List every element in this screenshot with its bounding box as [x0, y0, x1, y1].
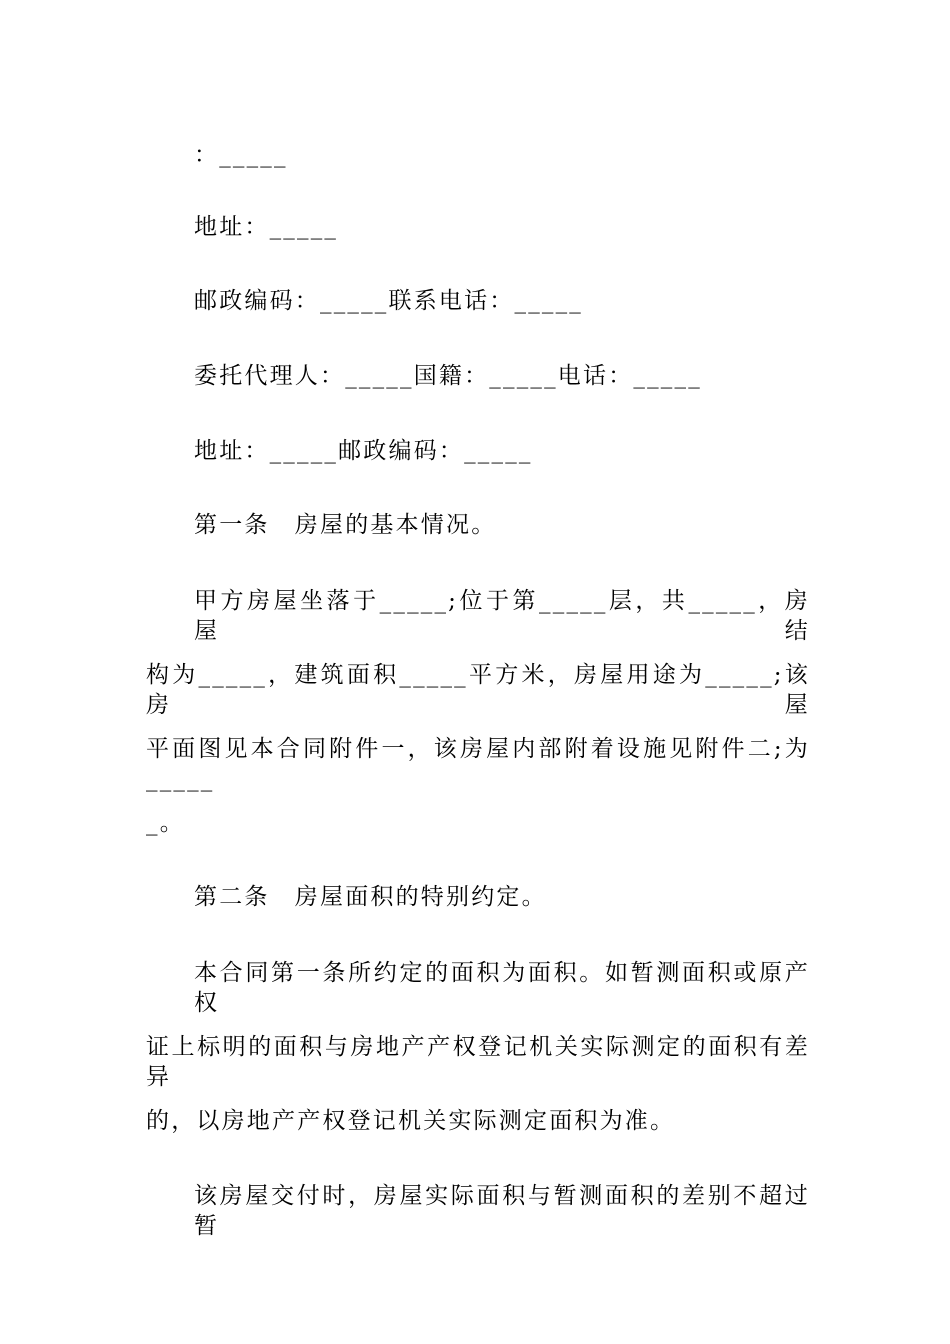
- article-two-paragraph-line-1: 本合同第一条所约定的面积为面积。如暂测面积或原产权: [194, 960, 810, 1016]
- party-name-line: ：_____: [194, 142, 288, 168]
- article-one-paragraph-line-4: _。: [146, 810, 185, 836]
- article-one-paragraph-line-1: 甲方房屋坐落于_____;位于第_____层，共_____，房屋结: [194, 588, 810, 644]
- delivery-paragraph-line-1: 该房屋交付时，房屋实际面积与暂测面积的差别不超过暂: [194, 1183, 810, 1239]
- article-one-paragraph-line-3: 平面图见本合同附件一，该房屋内部附着设施见附件二;为_____: [146, 736, 810, 792]
- article-one-heading: 第一条 房屋的基本情况。: [194, 512, 497, 538]
- article-two-heading: 第二条 房屋面积的特别约定。: [194, 884, 547, 910]
- article-two-paragraph-line-3: 的，以房地产产权登记机关实际测定面积为准。: [146, 1108, 676, 1134]
- article-one-paragraph-line-2: 构为_____，建筑面积_____平方米，房屋用途为_____;该房屋: [146, 662, 810, 718]
- article-two-paragraph-line-2: 证上标明的面积与房地产产权登记机关实际测定的面积有差异: [146, 1034, 810, 1090]
- party-address-line: 地址：_____: [194, 214, 339, 240]
- agent-info-line: 委托代理人：_____国籍：_____电话：_____: [194, 363, 702, 389]
- agent-address-line: 地址：_____邮政编码：_____: [194, 438, 533, 464]
- party-postcode-phone-line: 邮政编码：_____联系电话：_____: [194, 288, 583, 314]
